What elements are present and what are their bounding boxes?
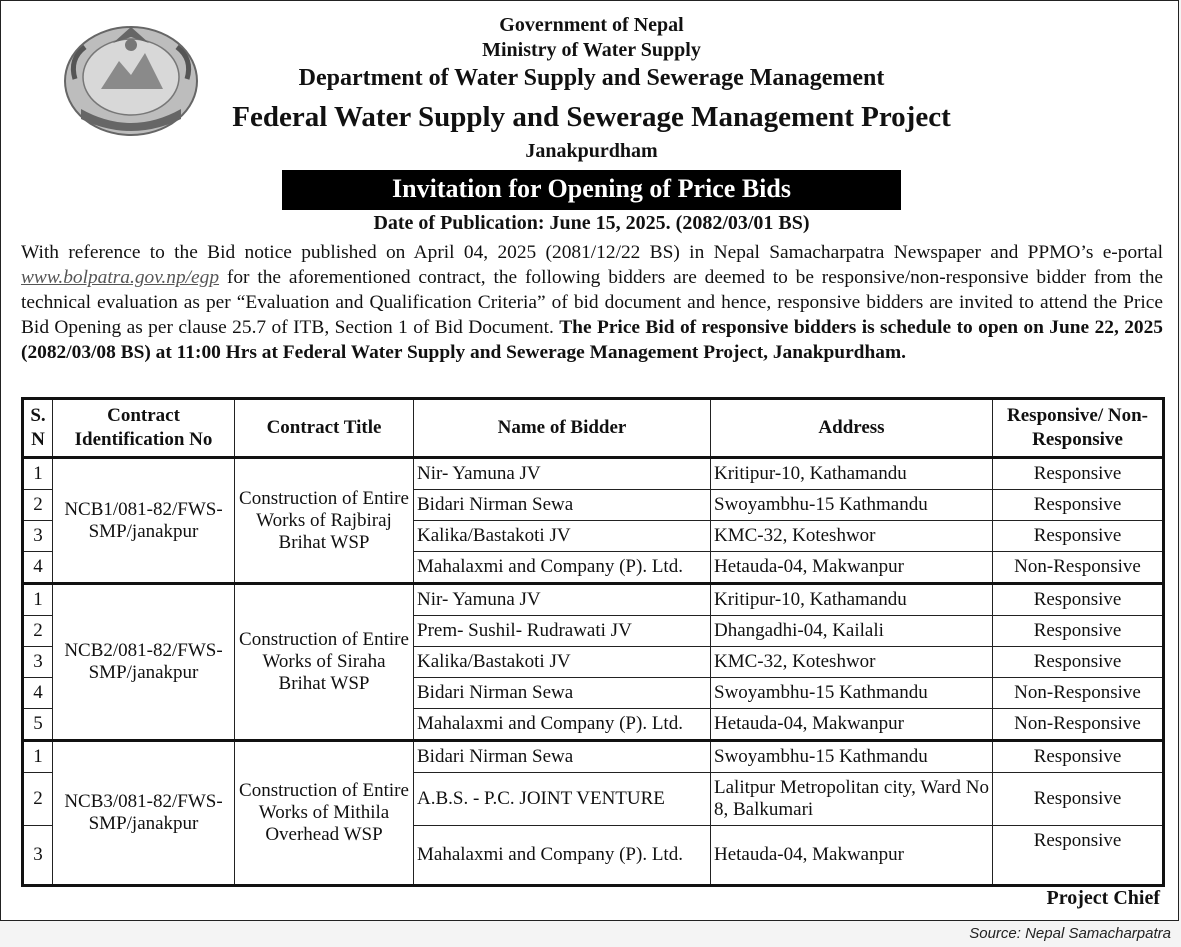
address-cell: Swoyambhu-15 Kathmandu bbox=[711, 741, 993, 773]
address-cell: Hetauda-04, Makwanpur bbox=[711, 709, 993, 741]
status-cell: Responsive bbox=[993, 490, 1164, 521]
row-sn: 3 bbox=[23, 826, 53, 886]
source-credit: Source: Nepal Samacharpatra bbox=[969, 925, 1171, 942]
status-cell: Responsive bbox=[993, 647, 1164, 678]
bidder-cell: Kalika/Bastakoti JV bbox=[414, 647, 711, 678]
address-cell: Hetauda-04, Makwanpur bbox=[711, 826, 993, 886]
row-sn: 3 bbox=[23, 521, 53, 552]
status-cell: Responsive bbox=[993, 741, 1164, 773]
bidder-cell: Bidari Nirman Sewa bbox=[414, 490, 711, 521]
address-cell: Swoyambhu-15 Kathmandu bbox=[711, 678, 993, 709]
bidder-cell: A.B.S. - P.C. JOINT VENTURE bbox=[414, 773, 711, 826]
status-cell: Non-Responsive bbox=[993, 678, 1164, 709]
table-row bbox=[23, 584, 1164, 616]
egp-portal-link[interactable]: www.bolpatra.gov.np/egp bbox=[21, 267, 220, 288]
status-cell: Responsive bbox=[993, 584, 1164, 616]
address-cell: Kritipur-10, Kathamandu bbox=[711, 458, 993, 490]
header-address: Address bbox=[711, 399, 993, 458]
row-sn: 4 bbox=[23, 678, 53, 709]
status-cell: Responsive bbox=[993, 521, 1164, 552]
contract-id-cell: NCB2/081-82/FWS-SMP/janakpur bbox=[53, 584, 235, 741]
status-cell: Responsive bbox=[993, 458, 1164, 490]
bidder-cell: Nir- Yamuna JV bbox=[414, 458, 711, 490]
contract-id-cell: NCB1/081-82/FWS-SMP/janakpur bbox=[53, 458, 235, 584]
header-responsive-status: Responsive/ Non-Responsive bbox=[993, 399, 1164, 458]
publication-date: Date of Publication: June 15, 2025. (2082/03/01 BS) bbox=[373, 212, 810, 234]
address-cell: KMC-32, Koteshwor bbox=[711, 521, 993, 552]
body-text-1: With reference to the Bid notice published on April 04, 2025 (2081/12/22 BS) in Nepal Samacharpatra Newspaper and PPMO’s e-portal bbox=[21, 242, 1163, 263]
bidder-cell: Mahalaxmi and Company (P). Ltd. bbox=[414, 552, 711, 584]
bidder-cell: Kalika/Bastakoti JV bbox=[414, 521, 711, 552]
header-contract-id: Contract Identification No bbox=[53, 399, 235, 458]
row-sn: 2 bbox=[23, 616, 53, 647]
header-contract-title: Contract Title bbox=[235, 399, 414, 458]
body-bold-text: The Price Bid of responsive bidders is schedule to open on June 22, 2025 (2082/03/08 BS) at 11:00 Hrs at Federal Water Supply and Sewerage Management Project, Janakpurdham. bbox=[21, 317, 1163, 363]
bidders-table bbox=[21, 397, 1165, 887]
header-government: Government of Nepal bbox=[499, 14, 684, 36]
address-cell: Lalitpur Metropolitan city, Ward No 8, Balkumari bbox=[711, 773, 993, 826]
bidder-cell: Nir- Yamuna JV bbox=[414, 584, 711, 616]
bidder-cell: Mahalaxmi and Company (P). Ltd. bbox=[414, 709, 711, 741]
row-sn: 1 bbox=[23, 741, 53, 773]
notice-body bbox=[21, 240, 1163, 365]
status-cell: Responsive bbox=[993, 826, 1164, 886]
row-sn: 3 bbox=[23, 647, 53, 678]
signatory-title: Project Chief bbox=[1046, 887, 1160, 909]
notice-title-banner: Invitation for Opening of Price Bids bbox=[282, 170, 901, 210]
contract-title-cell: Construction of Entire Works of Rajbiraj Brihat WSP bbox=[235, 458, 414, 584]
row-sn: 2 bbox=[23, 773, 53, 826]
table-row bbox=[23, 458, 1164, 490]
status-cell: Non-Responsive bbox=[993, 552, 1164, 584]
body-text-2: for the aforementioned contract, the following bidders are deemed to be responsive/non-responsive bidder from the technical evaluation as per “Evaluation and Qualification Criteria” of bid document and hence, responsive bidders are invited to attend the Price Bid Opening as per clause 25.7 of ITB, Section 1 of Bid Document. bbox=[21, 267, 1163, 338]
address-cell: Dhangadhi-04, Kailali bbox=[711, 616, 993, 647]
status-cell: Responsive bbox=[993, 773, 1164, 826]
row-sn: 1 bbox=[23, 584, 53, 616]
status-cell: Responsive bbox=[993, 616, 1164, 647]
address-cell: Kritipur-10, Kathamandu bbox=[711, 584, 993, 616]
bidder-cell: Mahalaxmi and Company (P). Ltd. bbox=[414, 826, 711, 886]
bidder-cell: Bidari Nirman Sewa bbox=[414, 678, 711, 709]
table-header-row bbox=[23, 399, 1164, 458]
address-cell: Swoyambhu-15 Kathmandu bbox=[711, 490, 993, 521]
header-department: Department of Water Supply and Sewerage Management bbox=[298, 65, 885, 91]
contract-id-cell: NCB3/081-82/FWS-SMP/janakpur bbox=[53, 741, 235, 886]
row-sn: 4 bbox=[23, 552, 53, 584]
row-sn: 2 bbox=[23, 490, 53, 521]
contract-title-cell: Construction of Entire Works of Mithila Overhead WSP bbox=[235, 741, 414, 886]
header-location: Janakpurdham bbox=[525, 140, 658, 162]
contract-title-cell: Construction of Entire Works of Siraha Brihat WSP bbox=[235, 584, 414, 741]
row-sn: 1 bbox=[23, 458, 53, 490]
address-cell: Hetauda-04, Makwanpur bbox=[711, 552, 993, 584]
header-bidder-name: Name of Bidder bbox=[414, 399, 711, 458]
row-sn: 5 bbox=[23, 709, 53, 741]
status-cell: Non-Responsive bbox=[993, 709, 1164, 741]
header-sn: S. N bbox=[23, 399, 53, 458]
bidder-cell: Bidari Nirman Sewa bbox=[414, 741, 711, 773]
address-cell: KMC-32, Koteshwor bbox=[711, 647, 993, 678]
bidder-cell: Prem- Sushil- Rudrawati JV bbox=[414, 616, 711, 647]
header-ministry: Ministry of Water Supply bbox=[482, 39, 701, 61]
header-project: Federal Water Supply and Sewerage Management Project bbox=[232, 101, 951, 133]
table-row bbox=[23, 741, 1164, 773]
